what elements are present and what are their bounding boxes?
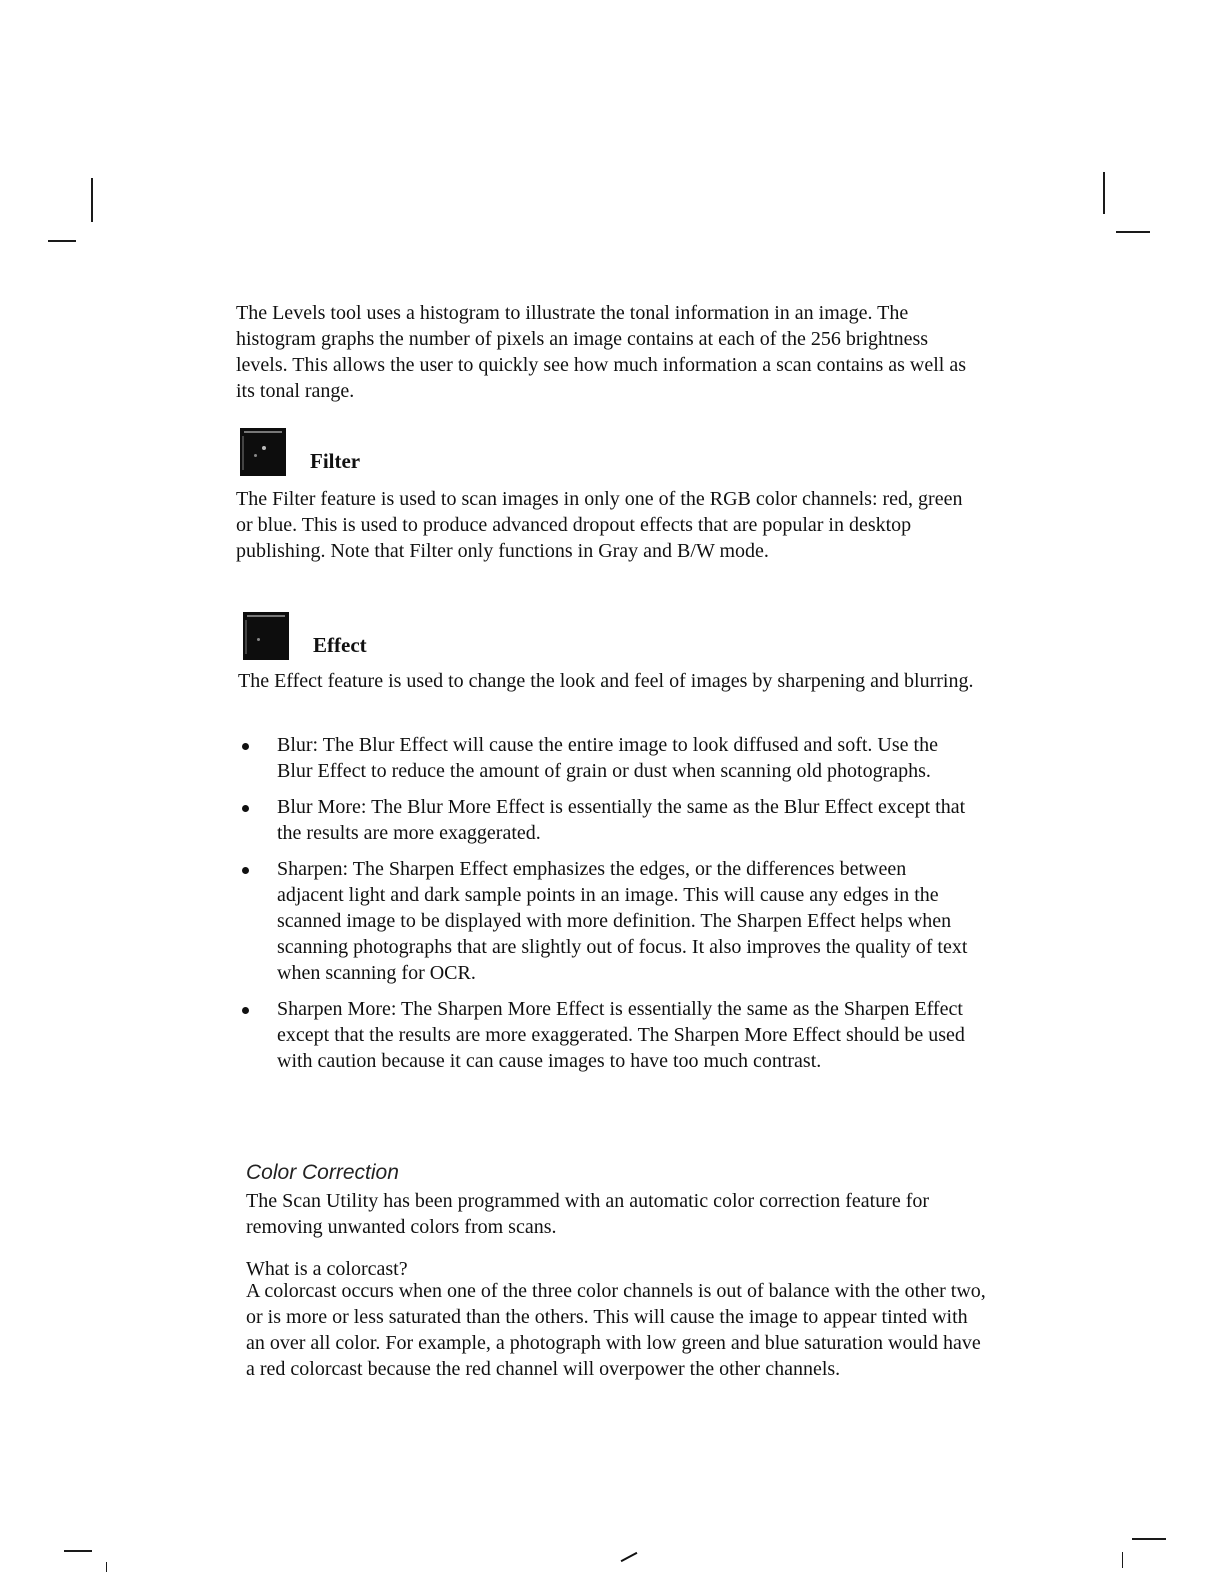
- crop-mark-bottom-right-horizontal: [1132, 1538, 1166, 1540]
- bullet-icon: [242, 867, 249, 874]
- color-correction-heading: Color Correction: [246, 1161, 399, 1184]
- list-item: Sharpen More: The Sharpen More Effect is essentially the same as the Sharpen Effect except that the results are more exaggerated. The Sharpen More Effect should be used with caution because it can cause images to have too much contrast.: [236, 996, 976, 1074]
- effect-bullet-list: [236, 732, 976, 1084]
- bullet-icon: [242, 743, 249, 750]
- crop-mark-top-right-horizontal: [1116, 231, 1150, 233]
- crop-mark-bottom-left-tick: [106, 1562, 107, 1572]
- crop-mark-bottom-left-horizontal: [64, 1550, 92, 1552]
- levels-paragraph: The Levels tool uses a histogram to illustrate the tonal information in an image. The histogram graphs the number of pixels an image contains at each of the 256 brightness levels. This allows the user to quickly see how much information a scan contains as well as its tonal range.: [236, 302, 967, 402]
- effect-heading: [243, 612, 367, 660]
- color-correction-intro: The Scan Utility has been programmed with an automatic color correction feature for removing unwanted colors from scans.: [246, 1190, 930, 1238]
- effect-title: Effect: [313, 633, 367, 657]
- bullet-icon: [242, 805, 249, 812]
- filter-title: Filter: [310, 449, 361, 473]
- effect-icon: [243, 612, 289, 660]
- filter-paragraph: The Filter feature is used to scan images in only one of the RGB color channels: red, green or blue. This is used to produce advanced dropout effects that are popular in desktop publishing. Note that Filter only functions in Gray and B/W mode.: [236, 488, 963, 562]
- effect-paragraph: The Effect feature is used to change the look and feel of images by sharpening and blurring.: [238, 670, 974, 692]
- filter-icon: [240, 428, 286, 476]
- list-item: Blur More: The Blur More Effect is essentially the same as the Blur Effect except that the results are more exaggerated.: [236, 794, 976, 846]
- stray-mark: [621, 1552, 638, 1562]
- crop-mark-top-left-horizontal: [48, 240, 76, 242]
- crop-mark-top-right-vertical: [1103, 172, 1105, 214]
- crop-mark-top-left-vertical: [91, 178, 93, 222]
- colorcast-question: What is a colorcast?: [246, 1258, 408, 1280]
- filter-heading: [240, 428, 360, 476]
- crop-mark-bottom-right-tick: [1122, 1552, 1123, 1568]
- list-item: Sharpen: The Sharpen Effect emphasizes the edges, or the differences between adjacent light and dark sample points in an image. This will cause any edges in the scanned image to be displayed with more definition. The Sharpen Effect helps when scanning photographs that are slightly out of focus. It also improves the quality of text when scanning for OCR.: [236, 856, 976, 986]
- bullet-icon: [242, 1007, 249, 1014]
- colorcast-answer: A colorcast occurs when one of the three color channels is out of balance with the other two, or is more or less saturated than the others. This will cause the image to appear tinted with an over all color. For example, a photograph with low green and blue saturation would have a red colorcast because the red channel will overpower the other channels.: [246, 1280, 986, 1380]
- list-item: Blur: The Blur Effect will cause the entire image to look diffused and soft. Use the Blur Effect to reduce the amount of grain or dust when scanning old photographs.: [236, 732, 976, 784]
